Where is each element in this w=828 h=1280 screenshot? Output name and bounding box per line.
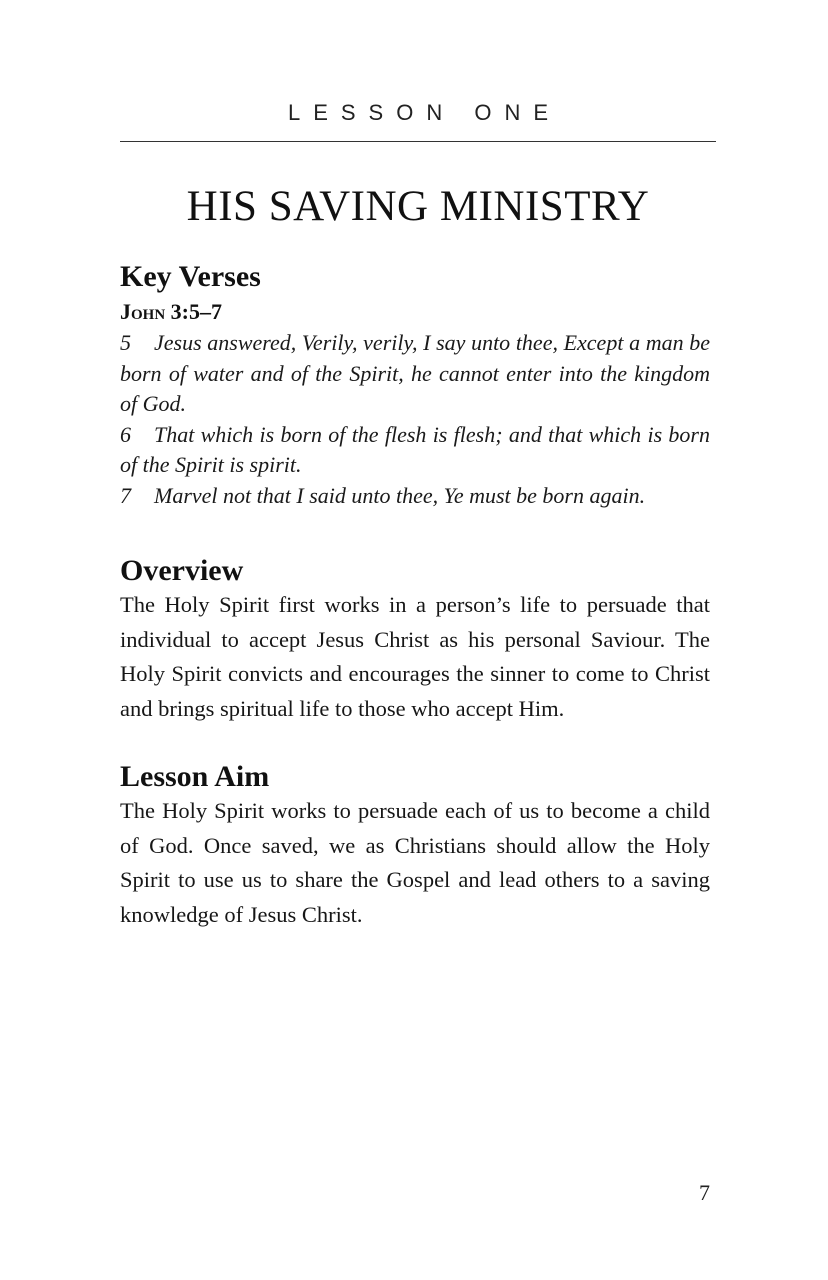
lesson-aim-text: The Holy Spirit works to persuade each of us to become a child of God. Once saved, we as Christians should allow the Holy Spirit to use us to share the Gospel and lead others to a saving knowledge of Jesus Christ. (120, 798, 710, 927)
verse-number: 7 (120, 482, 131, 508)
verse-number: 5 (120, 330, 131, 355)
key-verses-section (120, 260, 710, 511)
scripture-reference: John 3:5–7 (120, 299, 222, 324)
verse-7 (120, 481, 710, 512)
header-divider (120, 141, 716, 142)
page-title: HIS SAVING MINISTRY (186, 182, 650, 230)
lesson-aim-section (120, 760, 710, 932)
lesson-label: LESSON ONE (287, 100, 562, 125)
overview-section (120, 554, 710, 726)
overview-heading: Overview (120, 554, 244, 587)
verse-5 (120, 328, 710, 420)
verse-text: That which is born of the flesh is flesh; and that which is born of the Spirit is spirit. (120, 421, 710, 477)
verse-text: Marvel not that I said unto thee, Ye must be born again. (154, 482, 646, 508)
overview-text: The Holy Spirit first works in a person’s life to persuade that individual to accept Jesus Christ as his personal Saviour. The Holy Spirit convicts and encourages the sinner to come to Christ and brings spiritual life to those who accept Him. (120, 592, 710, 721)
verse-text: Jesus answered, Verily, verily, I say unto thee, Except a man be born of water and of the Spirit, he cannot enter into the kingdom of God. (120, 330, 710, 416)
verse-6 (120, 420, 710, 481)
page-number: 7 (699, 1180, 710, 1205)
verse-number: 6 (120, 421, 131, 447)
lesson-aim-heading: Lesson Aim (120, 760, 270, 793)
key-verses-heading: Key Verses (120, 260, 261, 293)
